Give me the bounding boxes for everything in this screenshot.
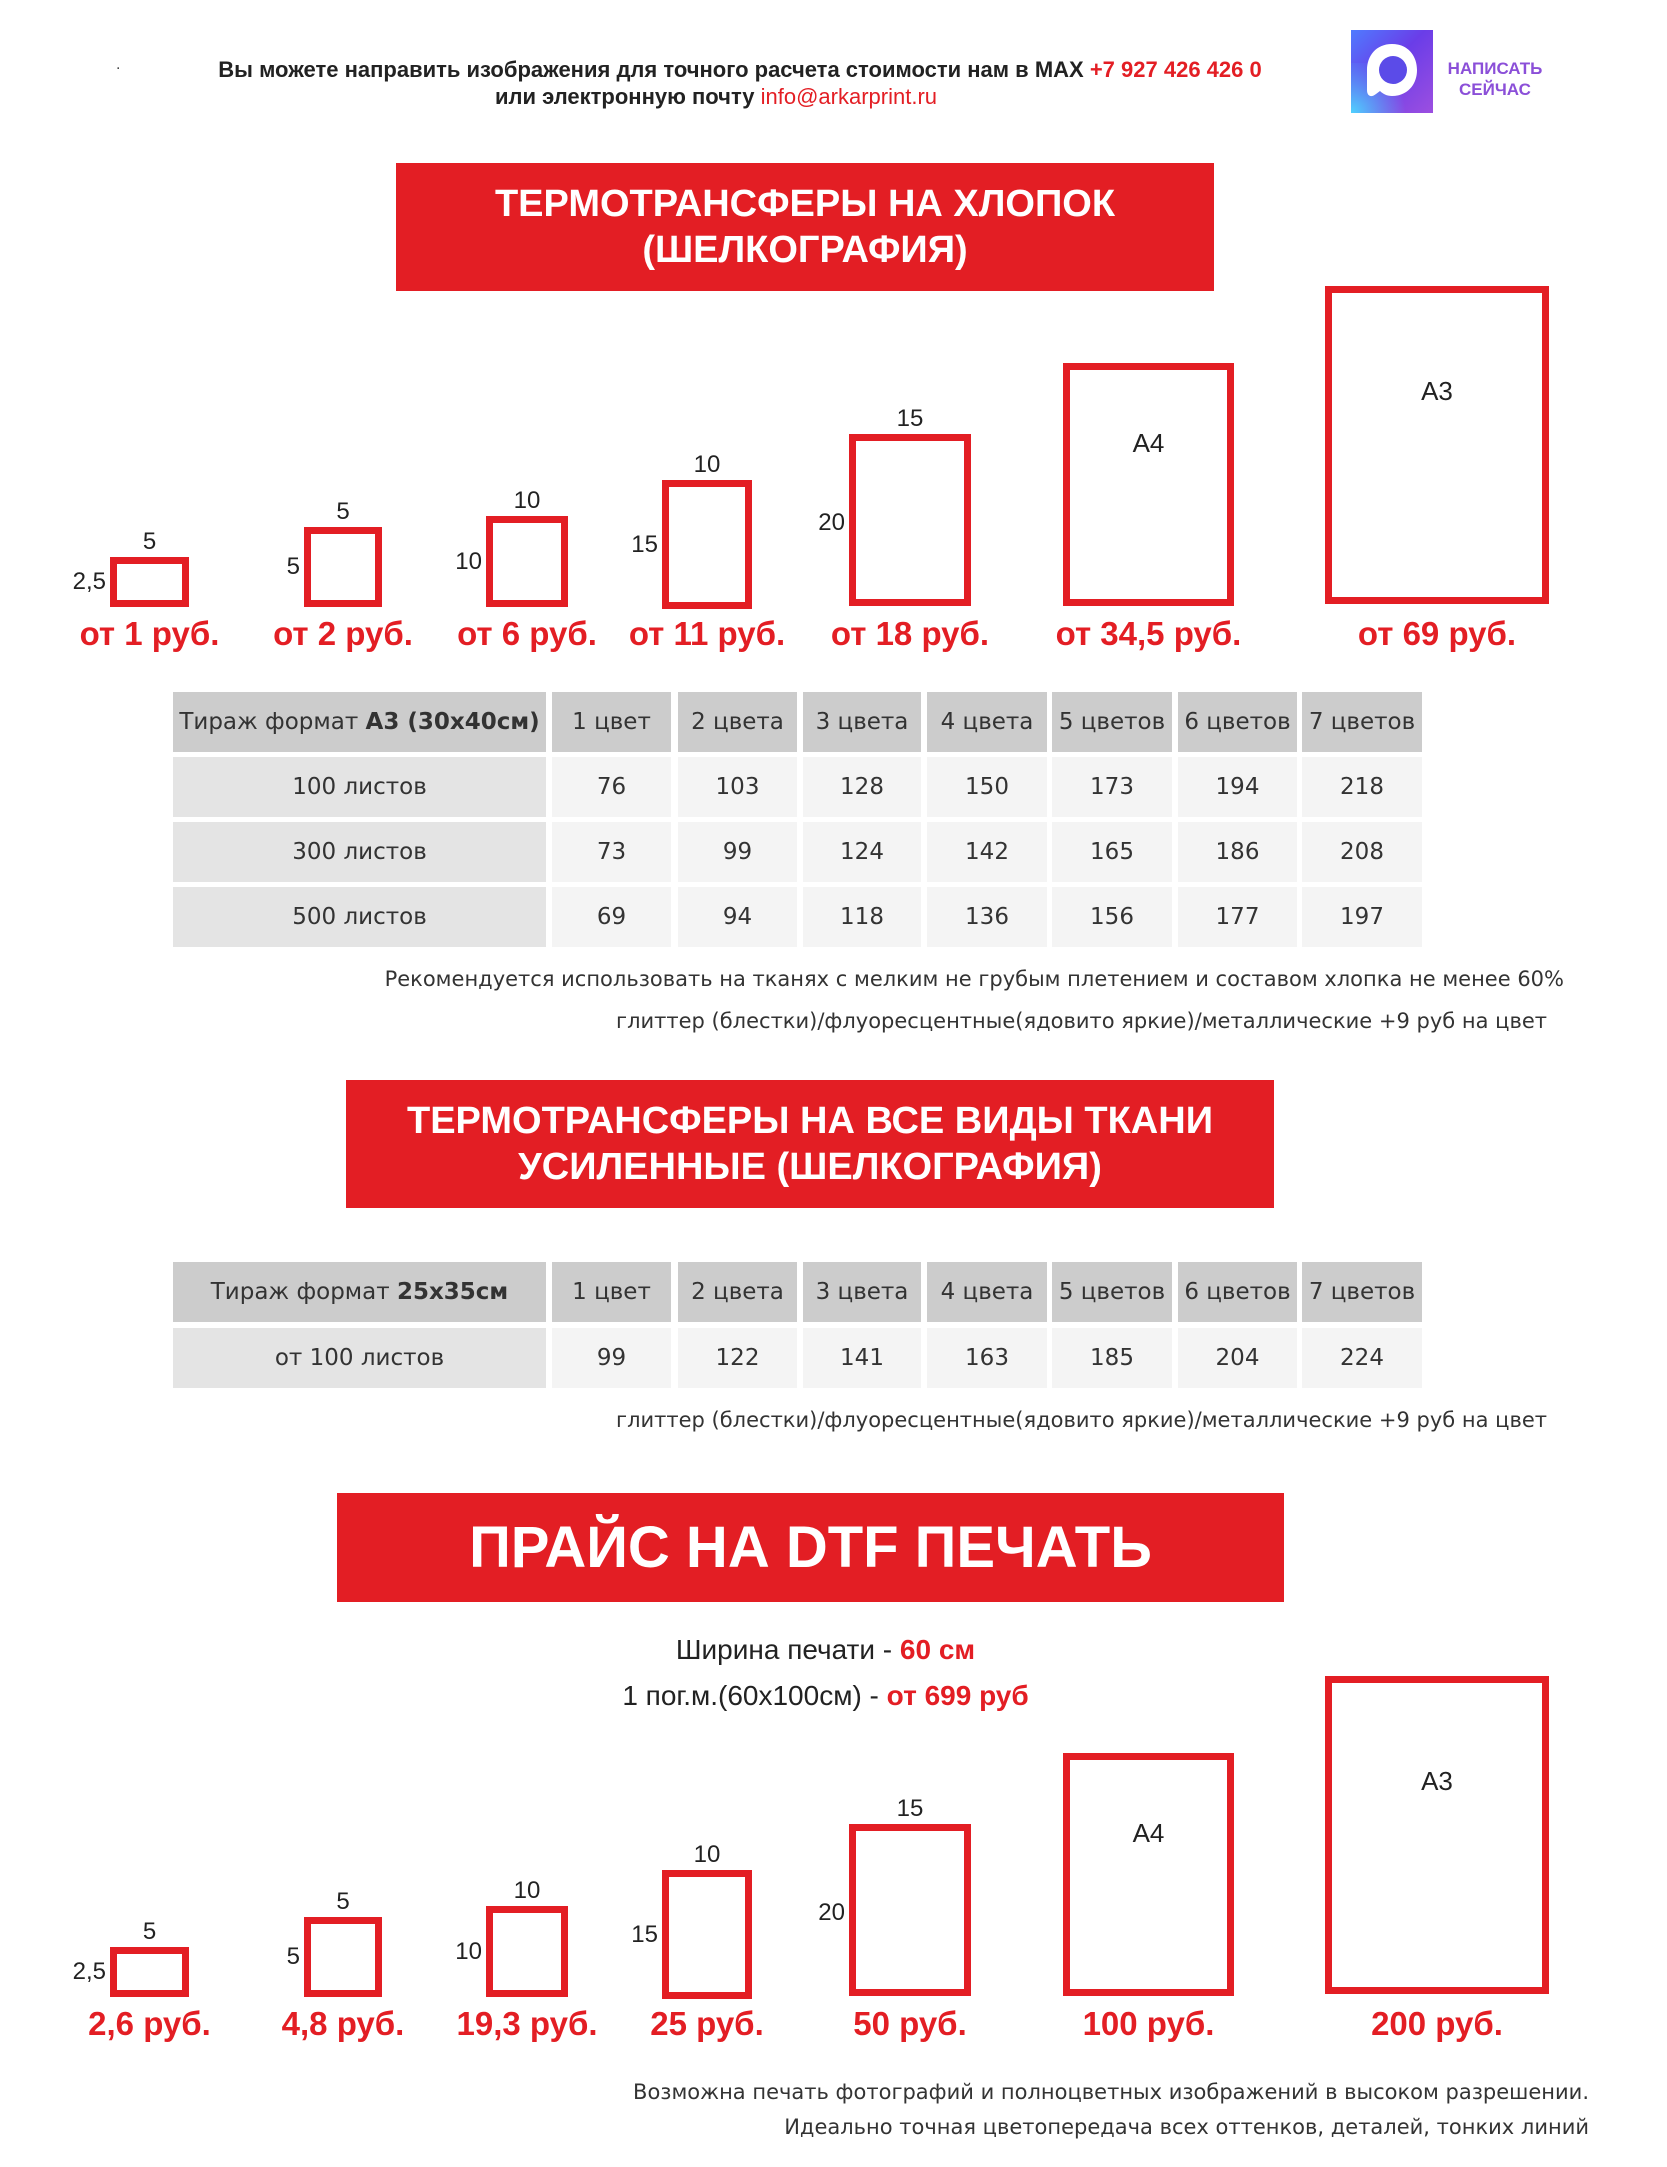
table-cell-price: 94 bbox=[678, 887, 797, 947]
section1-title-line2: (ШЕЛКОГРАФИЯ) bbox=[642, 229, 968, 271]
size-price: 100 руб. bbox=[1082, 2005, 1215, 2042]
size-height-label: 5 bbox=[286, 1943, 300, 1970]
header-format-size: А3 (30х40см) bbox=[365, 709, 540, 735]
table-cell-price: 150 bbox=[927, 757, 1047, 817]
size-width-label: 10 bbox=[693, 451, 721, 478]
contact-line-1 bbox=[160, 56, 1320, 83]
size-box bbox=[1325, 286, 1549, 604]
table-cell-price: 122 bbox=[678, 1328, 797, 1388]
table-cell-price: 136 bbox=[927, 887, 1047, 947]
table-header-format bbox=[173, 692, 546, 752]
header-format-prefix: Тираж формат bbox=[179, 709, 366, 735]
table-header-colors: 1 цвет bbox=[552, 1262, 671, 1322]
write-now-line1: НАПИСАТЬ bbox=[1447, 59, 1543, 78]
size-width-label: 10 bbox=[513, 1877, 541, 1904]
table-header-colors: 7 цветов bbox=[1302, 1262, 1422, 1322]
table-cell-price: 163 bbox=[927, 1328, 1047, 1388]
contact-line-2 bbox=[112, 83, 1320, 110]
table-cell-price: 173 bbox=[1052, 757, 1172, 817]
size-price: 50 руб. bbox=[853, 2005, 967, 2042]
table-cell-price: 197 bbox=[1302, 887, 1422, 947]
phone-link[interactable]: +7 927 426 426 0 bbox=[1089, 57, 1262, 82]
size-box bbox=[304, 527, 382, 607]
size-format-label: А3 bbox=[1421, 1766, 1453, 1796]
size-width-label: 15 bbox=[896, 405, 924, 432]
size-width-label: 10 bbox=[513, 487, 541, 514]
table-cell-price: 142 bbox=[927, 822, 1047, 882]
table-cell-price: 128 bbox=[803, 757, 921, 817]
size-box bbox=[110, 557, 189, 607]
table-cell-price: 204 bbox=[1178, 1328, 1297, 1388]
section2-title-line1: ТЕРМОТРАНСФЕРЫ НА ВСЕ ВИДЫ ТКАНИ bbox=[406, 1100, 1213, 1142]
table-row-label: от 100 листов bbox=[173, 1328, 546, 1388]
table-header-colors: 3 цвета bbox=[803, 1262, 921, 1322]
table-header-colors: 4 цвета bbox=[927, 692, 1047, 752]
table-cell-price: 185 bbox=[1052, 1328, 1172, 1388]
size-height-label: 15 bbox=[631, 1920, 658, 1948]
contact-info bbox=[160, 56, 1320, 110]
print-width-line bbox=[0, 1634, 1659, 1666]
table-cell-price: 141 bbox=[803, 1328, 921, 1388]
decorative-dot: . bbox=[116, 56, 121, 73]
table-row-label: 500 листов bbox=[173, 887, 546, 947]
table-row-label: 100 листов bbox=[173, 757, 546, 817]
table-header-colors: 2 цвета bbox=[678, 692, 797, 752]
header-format-size: 25х35см bbox=[396, 1279, 509, 1305]
size-box bbox=[849, 434, 971, 606]
section3-note-photo: Возможна печать фотографий и полноцветных изображений в высоком разрешении. bbox=[633, 2080, 1589, 2104]
write-now-line2: СЕЙЧАС bbox=[1459, 80, 1531, 99]
section3-note-color: Идеально точная цветопередача всех оттенков, деталей, тонких линий bbox=[784, 2115, 1589, 2139]
print-width-value: 60 см bbox=[899, 1634, 976, 1665]
table-cell-price: 73 bbox=[552, 822, 671, 882]
size-box bbox=[662, 1870, 752, 1999]
table-cell-price: 76 bbox=[552, 757, 671, 817]
size-format-label: А4 bbox=[1132, 1818, 1165, 1848]
table-cell-price: 124 bbox=[803, 822, 921, 882]
meter-price-label: 1 пог.м.(60х100см) - bbox=[622, 1680, 887, 1711]
table-cell-price: 165 bbox=[1052, 822, 1172, 882]
contact-text: Вы можете направить изображения для точного расчета стоимости нам в MAX bbox=[218, 57, 1090, 82]
chat-bubble-icon bbox=[1351, 30, 1433, 113]
table-header-colors: 4 цвета bbox=[927, 1262, 1047, 1322]
size-box bbox=[849, 1824, 971, 1996]
table-header-colors: 1 цвет bbox=[552, 692, 671, 752]
table-cell-price: 194 bbox=[1178, 757, 1297, 817]
table-cell-price: 118 bbox=[803, 887, 921, 947]
table-header-colors: 3 цвета bbox=[803, 692, 921, 752]
size-box bbox=[304, 1917, 382, 1997]
email-text: или электронную почту bbox=[494, 84, 761, 109]
size-height-label: 2,5 bbox=[72, 568, 106, 595]
section1-note-glitter: глиттер (блестки)/флуоресцентные(ядовито яркие)/металлические +9 руб на цвет bbox=[616, 1009, 1547, 1033]
table-header-colors: 5 цветов bbox=[1052, 692, 1172, 752]
size-height-label: 20 bbox=[818, 509, 845, 537]
table-header-colors: 5 цветов bbox=[1052, 1262, 1172, 1322]
size-box bbox=[1063, 363, 1234, 606]
table-cell-price: 99 bbox=[552, 1328, 671, 1388]
meter-price-value: от 699 руб bbox=[886, 1680, 1029, 1711]
header-format-prefix: Тираж формат bbox=[210, 1279, 397, 1305]
section1-title-banner bbox=[396, 163, 1214, 291]
section3-title: ПРАЙС НА DTF ПЕЧАТЬ bbox=[469, 1515, 1152, 1580]
print-width-label: Ширина печати - bbox=[675, 1634, 900, 1665]
table-header-colors: 7 цветов bbox=[1302, 692, 1422, 752]
size-price: от 2 руб. bbox=[273, 615, 413, 652]
section1-note-fabric: Рекомендуется использовать на тканях с мелким не грубым плетением и составом хлопка не менее 60% bbox=[384, 967, 1564, 991]
size-format-label: А3 bbox=[1421, 376, 1453, 406]
table-header-format bbox=[173, 1262, 546, 1322]
table-cell-price: 218 bbox=[1302, 757, 1422, 817]
section3-title-banner bbox=[337, 1493, 1284, 1602]
table-cell-price: 99 bbox=[678, 822, 797, 882]
table-cell-price: 69 bbox=[552, 887, 671, 947]
size-height-label: 20 bbox=[818, 1899, 845, 1927]
size-box bbox=[486, 1906, 568, 1997]
size-format-label: А4 bbox=[1132, 428, 1165, 458]
table-cell-price: 103 bbox=[678, 757, 797, 817]
size-price: 25 руб. bbox=[650, 2005, 764, 2042]
table-header-colors: 6 цветов bbox=[1178, 692, 1297, 752]
size-price: от 18 руб. bbox=[830, 615, 990, 652]
email-link[interactable]: info@arkarprint.ru bbox=[760, 84, 938, 109]
section2-title-line2: УСИЛЕННЫЕ (ШЕЛКОГРАФИЯ) bbox=[518, 1146, 1102, 1188]
size-box bbox=[1063, 1753, 1234, 1996]
size-height-label: 5 bbox=[286, 553, 300, 580]
size-price: от 34,5 руб. bbox=[1055, 615, 1242, 652]
size-price: 200 руб. bbox=[1371, 2005, 1503, 2042]
size-price: от 6 руб. bbox=[457, 615, 597, 652]
size-height-label: 10 bbox=[455, 1937, 482, 1965]
size-width-label: 5 bbox=[142, 1918, 157, 1945]
size-price: 19,3 руб. bbox=[456, 2005, 598, 2042]
size-price: 4,8 руб. bbox=[281, 2005, 405, 2042]
size-box bbox=[486, 516, 568, 607]
size-width-label: 5 bbox=[142, 528, 157, 555]
table-cell-price: 177 bbox=[1178, 887, 1297, 947]
size-width-label: 5 bbox=[336, 1888, 350, 1915]
size-width-label: 15 bbox=[896, 1795, 924, 1822]
size-width-label: 10 bbox=[693, 1841, 721, 1868]
table-row-label: 300 листов bbox=[173, 822, 546, 882]
table-header-colors: 6 цветов bbox=[1178, 1262, 1297, 1322]
table-cell-price: 208 bbox=[1302, 822, 1422, 882]
table-cell-price: 156 bbox=[1052, 887, 1172, 947]
section2-note-glitter: глиттер (блестки)/флуоресцентные(ядовито яркие)/металлические +9 руб на цвет bbox=[616, 1408, 1547, 1432]
size-height-label: 15 bbox=[631, 530, 658, 558]
section2-title-banner bbox=[346, 1080, 1274, 1208]
size-box bbox=[1325, 1676, 1549, 1994]
table-header-colors: 2 цвета bbox=[678, 1262, 797, 1322]
write-now-button[interactable] bbox=[1440, 58, 1550, 100]
table-cell-price: 224 bbox=[1302, 1328, 1422, 1388]
size-price: от 69 руб. bbox=[1357, 615, 1517, 652]
size-price: 2,6 руб. bbox=[88, 2005, 211, 2042]
size-height-label: 10 bbox=[455, 547, 482, 575]
size-height-label: 2,5 bbox=[72, 1958, 106, 1985]
size-price: от 1 руб. bbox=[79, 615, 220, 652]
size-price: от 11 руб. bbox=[628, 615, 786, 652]
section1-title-line1: ТЕРМОТРАНСФЕРЫ НА ХЛОПОК bbox=[494, 183, 1116, 225]
max-logo-icon[interactable] bbox=[1351, 30, 1433, 113]
table-cell-price: 186 bbox=[1178, 822, 1297, 882]
size-box bbox=[110, 1947, 189, 1997]
size-width-label: 5 bbox=[336, 498, 350, 525]
size-box bbox=[662, 480, 752, 609]
